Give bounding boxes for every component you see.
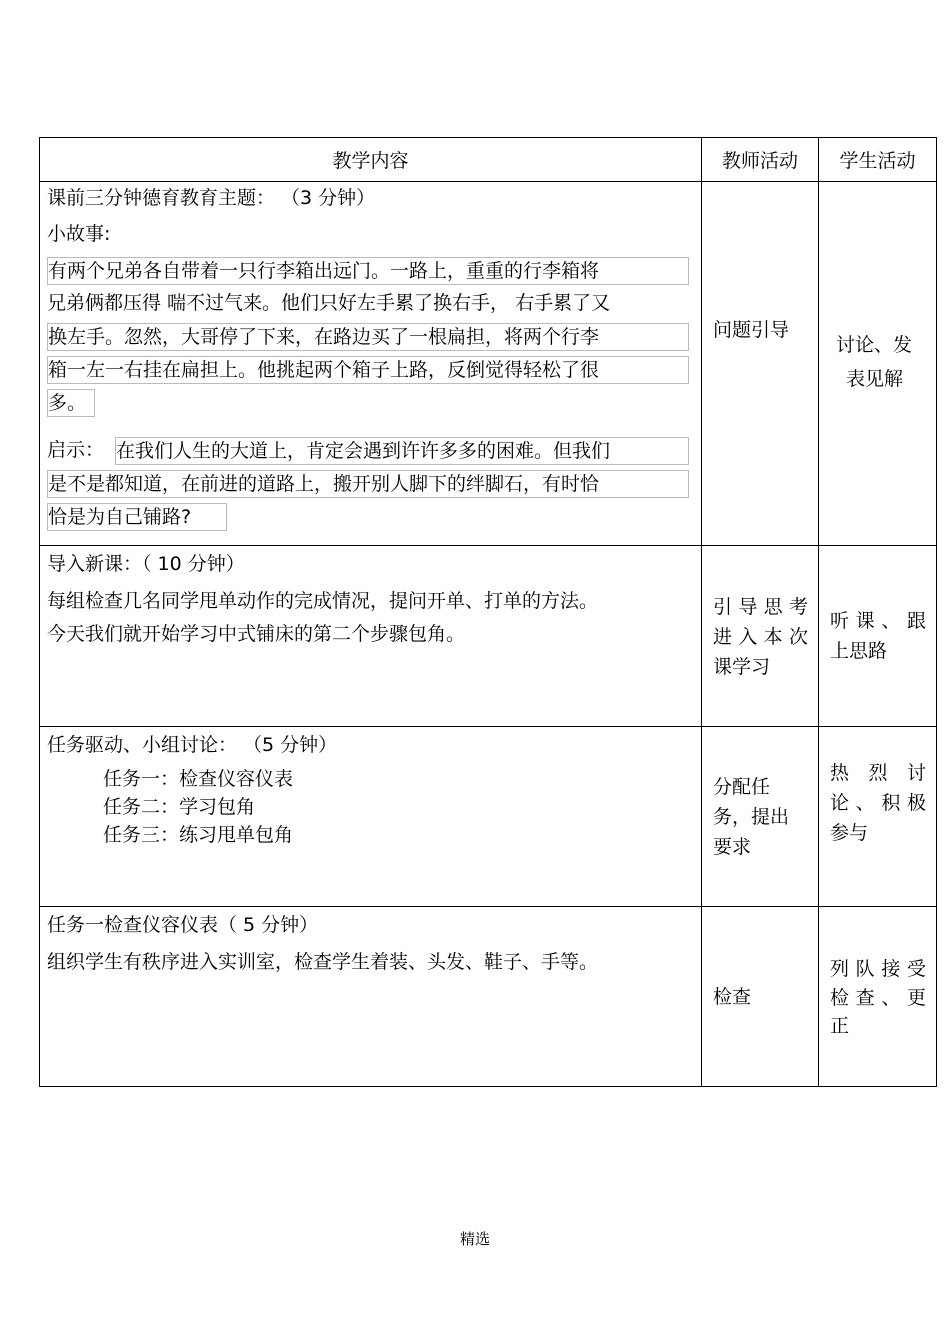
- table-header-row: [40, 138, 937, 182]
- teacher-cell: [702, 727, 819, 907]
- header-teacher: 教师活动: [702, 138, 819, 182]
- student-activity: 参与: [830, 822, 869, 844]
- teacher-cell: [702, 546, 819, 727]
- section-title: 导入新课：（ 10 分钟）: [47, 553, 245, 575]
- student-activity: 表见解: [846, 368, 904, 390]
- task-item: 任务一：检查仪容仪表: [103, 768, 294, 790]
- student-activity: 听课、跟: [830, 610, 926, 632]
- table-row: [40, 182, 937, 546]
- teacher-cell: [702, 182, 819, 546]
- student-activity: 热 烈 讨: [830, 762, 926, 784]
- teacher-cell: [702, 907, 819, 1087]
- content-cell: [40, 727, 702, 907]
- table-row: [40, 907, 937, 1087]
- teacher-activity: 分配任: [713, 776, 771, 798]
- section-title: 任务驱动、小组讨论： （5 分钟）: [47, 734, 338, 756]
- student-activity: 论、积极: [830, 792, 926, 814]
- student-cell: [819, 546, 937, 727]
- story-line: 兄弟俩都压得 喘不过气来。他们只好左手累了换右手， 右手累了又: [47, 292, 611, 314]
- section-title: 任务一检查仪容仪表（ 5 分钟）: [47, 914, 319, 936]
- content-line: 组织学生有秩序进入实训室，检查学生着装、头发、鞋子、手等。: [47, 951, 599, 973]
- table-row: [40, 546, 937, 727]
- teacher-activity: 进入本次: [713, 626, 808, 648]
- content-cell: [40, 182, 702, 546]
- header-content: 教学内容: [40, 138, 702, 182]
- teacher-activity: 要求: [713, 836, 752, 858]
- student-activity: 正: [830, 1015, 850, 1037]
- student-activity: 上思路: [830, 640, 888, 662]
- table-row: [40, 727, 937, 907]
- task-item: 任务三：练习甩单包角: [103, 824, 294, 846]
- teacher-activity: 检查: [713, 986, 752, 1008]
- teacher-activity: 务，提出: [713, 806, 790, 828]
- insight-label: 启示：: [47, 439, 105, 461]
- lesson-plan-table: [39, 137, 937, 1087]
- content-cell: [40, 907, 702, 1087]
- story-line: 多。: [47, 389, 95, 417]
- student-activity: 检查、更: [830, 987, 926, 1009]
- insight-line: 在我们人生的大道上，肯定会遇到许许多多的困难。但我们: [115, 437, 689, 465]
- student-cell: [819, 727, 937, 907]
- student-cell: [819, 182, 937, 546]
- page-footer: 精选: [459, 1230, 490, 1248]
- section-title: 课前三分钟德育教育主题： （3 分钟）: [47, 187, 376, 209]
- story-line: 有两个兄弟各自带着一只行李箱出远门。一路上，重重的行李箱将: [47, 257, 689, 285]
- teacher-activity: 引导思考: [713, 596, 808, 618]
- header-student: 学生活动: [819, 138, 937, 182]
- teacher-activity: 课学习: [713, 656, 771, 678]
- student-cell: [819, 907, 937, 1087]
- story-label: 小故事:: [47, 223, 111, 245]
- student-activity: 列队接受: [830, 958, 926, 980]
- student-activity: 讨论、发: [836, 334, 913, 356]
- insight-line: 恰是为自己铺路?: [47, 503, 227, 531]
- teacher-activity: 问题引导: [713, 319, 790, 341]
- insight-line: 是不是都知道，在前进的道路上，搬开别人脚下的绊脚石，有时恰: [47, 470, 689, 498]
- story-line: 箱一左一右挂在扁担上。他挑起两个箱子上路，反倒觉得轻松了很: [47, 356, 689, 384]
- task-item: 任务二：学习包角: [103, 796, 256, 818]
- story-line: 换左手。忽然，大哥停了下来，在路边买了一根扁担，将两个行李: [47, 323, 689, 351]
- content-line: 今天我们就开始学习中式铺床的第二个步骤包角。: [47, 623, 466, 645]
- content-cell: [40, 546, 702, 727]
- content-line: 每组检查几名同学甩单动作的完成情况，提问开单、打单的方法。: [47, 590, 599, 612]
